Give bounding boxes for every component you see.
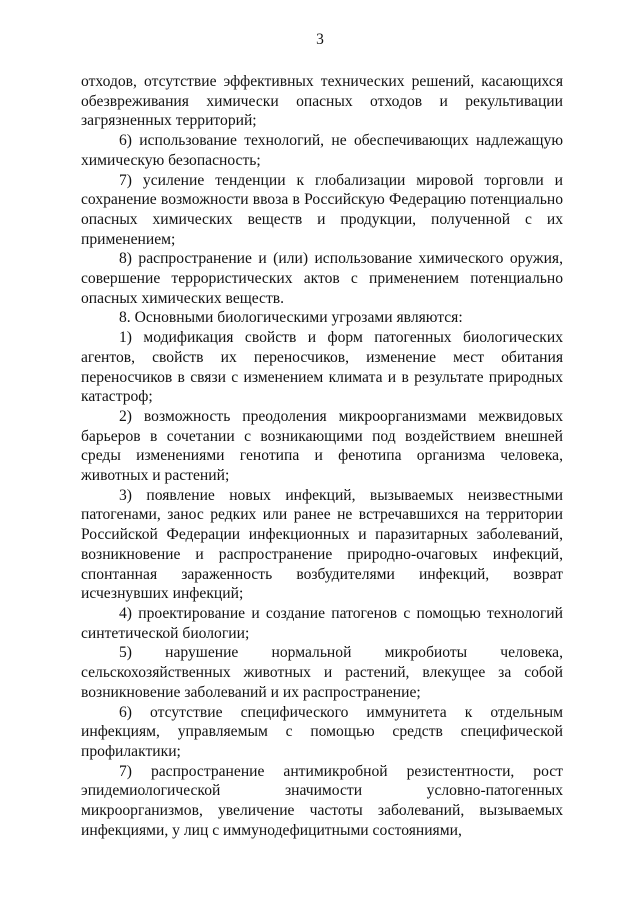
page-number: 3 [316, 31, 324, 48]
paragraph-item-4-biological: 4) проектирование и создание патогенов с помощью технологий синтетической биологии; [81, 604, 563, 642]
paragraph-item-7-biological: 7) распространение антимикробной резистентности, рост эпидемиологической значимости условно-патогенных микроорганизмов, увеличение частоты заболеваний, вызываемых инфекциями, у лиц с иммунодефицитными состояниями, [81, 762, 563, 839]
paragraph-item-6-biological: 6) отсутствие специфического иммунитета к отдельным инфекциям, управляемым с помощью средств специфической профилактики; [81, 703, 563, 760]
paragraph-item-7-chemical: 7) усиление тенденции к глобализации мировой торговли и сохранение возможности ввоза в Российскую Федерацию потенциально опасных химических веществ и продукции, полученной с их применением; [81, 171, 563, 248]
paragraph-item-3-biological: 3) появление новых инфекций, вызываемых неизвестными патогенами, занос редких или ранее не встречавшихся на территории Российской Федерации инфекционных и паразитарных заболеваний, возникновение и распространение природно-очаговых инфекций, спонтанная зараженность возбудителями инфекций, возврат исчезнувших инфекций; [81, 486, 563, 603]
paragraph-item-6-chemical: 6) использование технологий, не обеспечивающих надлежащую химическую безопасность; [81, 132, 563, 169]
paragraph-item-2-biological: 2) возможность преодоления микроорганизмами межвидовых барьеров в сочетании с возникающими под воздействием внешней среды изменениями генотипа и фенотипа организма человека, животных и растений; [81, 407, 563, 485]
paragraph-item-1-biological: 1) модификация свойств и форм патогенных биологических агентов, свойств их переносчиков, изменение мест обитания переносчиков в связи с изменением климата и в результате природных катастроф; [81, 329, 563, 406]
section-8-heading: 8. Основными биологическими угрозами являются: [119, 309, 463, 327]
document-body [81, 72, 563, 840]
paragraph-continuation: отходов, отсутствие эффективных технических решений, касающихся обезвреживания химически опасных отходов и рекультивации загрязненных территорий; [81, 73, 563, 130]
paragraph-item-8-chemical: 8) распространение и (или) использование химического оружия, совершение террористических актов с применением потенциально опасных химических веществ. [81, 250, 563, 307]
paragraph-item-5-biological: 5) нарушение нормальной микробиоты человека, сельскохозяйственных животных и растений, влекущее за собой возникновение заболеваний и их распространение; [81, 644, 563, 701]
